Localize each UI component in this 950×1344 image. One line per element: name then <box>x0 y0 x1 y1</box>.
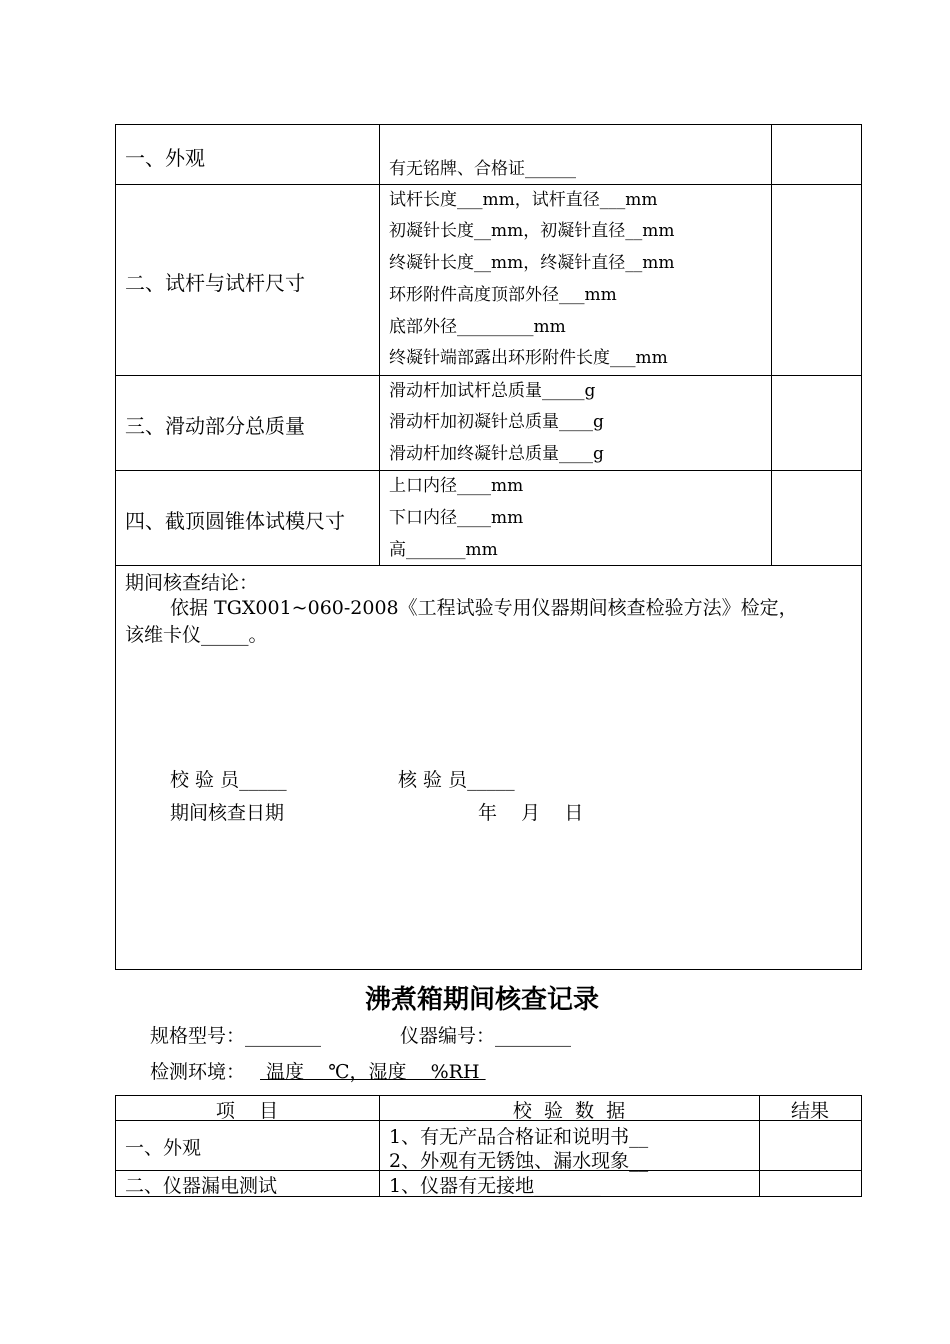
instrument-no-field: 仪器编号：________ <box>400 1025 572 1047</box>
header-result: 结果 <box>790 1100 829 1122</box>
date-label: 期间核查日期 <box>170 802 285 824</box>
inspector-field: 校 验 员_____ <box>170 769 287 791</box>
conclusion-text-2: 该维卡仪_____。 <box>125 624 268 646</box>
row-detail: 2、外观有无锈蚀、漏水现象__ <box>389 1150 649 1172</box>
row-detail: 下口内径____mm <box>389 508 524 528</box>
header-data: 校 验 数 据 <box>512 1100 626 1122</box>
section-title: 沸煮箱期间核查记录 <box>364 985 599 1015</box>
row-detail: 终凝针端部露出环形附件长度___mm <box>389 348 668 368</box>
row-detail: 高_______mm <box>389 540 498 560</box>
row-detail: 底部外径_________mm <box>389 317 566 337</box>
conclusion-heading: 期间核查结论： <box>125 572 259 594</box>
env-label: 检测环境： <box>150 1061 246 1083</box>
row-detail: 滑动杆加终凝针总质量____g <box>389 444 604 464</box>
row-detail: 滑动杆加初凝针总质量____g <box>389 412 604 432</box>
row-item-cone-mold: 四、截顶圆锥体试模尺寸 <box>125 509 345 533</box>
spec-field: 规格型号：________ <box>150 1025 322 1047</box>
row-detail: 上口内径____mm <box>389 476 524 496</box>
row-detail: 1、仪器有无接地_______ <box>389 1175 601 1197</box>
header-item: 项 目 <box>215 1100 279 1122</box>
env-value: 温度 ℃，湿度 %RH <box>260 1061 486 1083</box>
row-detail: 终凝针长度__mm，终凝针直径__mm <box>389 253 675 273</box>
row-item-leakage-test: 二、仪器漏电测试 <box>125 1175 278 1197</box>
row-detail: 初凝针长度__mm，初凝针直径__mm <box>389 221 675 241</box>
date-fields: 年 月 日 <box>478 802 584 824</box>
row-detail: 有无铭牌、合格证______ <box>389 159 576 179</box>
row-item-appearance: 一、外观 <box>125 146 205 170</box>
conclusion-text: 依据 TGX001~060-2008《工程试验专用仪器期间核查检验方法》检定， <box>170 597 798 619</box>
row-detail: 1、有无产品合格证和说明书__ <box>389 1126 649 1148</box>
row-item-appearance: 一、外观 <box>125 1137 202 1159</box>
row-detail: 环形附件高度顶部外径___mm <box>389 285 617 305</box>
row-item-rod-size: 二、试杆与试杆尺寸 <box>125 271 305 295</box>
row-item-sliding-mass: 三、滑动部分总质量 <box>125 414 305 438</box>
row-detail: 滑动杆加试杆总质量_____g <box>389 381 596 401</box>
row-detail: 试杆长度___mm，试杆直径___mm <box>389 190 658 210</box>
checker-field: 核 验 员_____ <box>398 769 515 791</box>
